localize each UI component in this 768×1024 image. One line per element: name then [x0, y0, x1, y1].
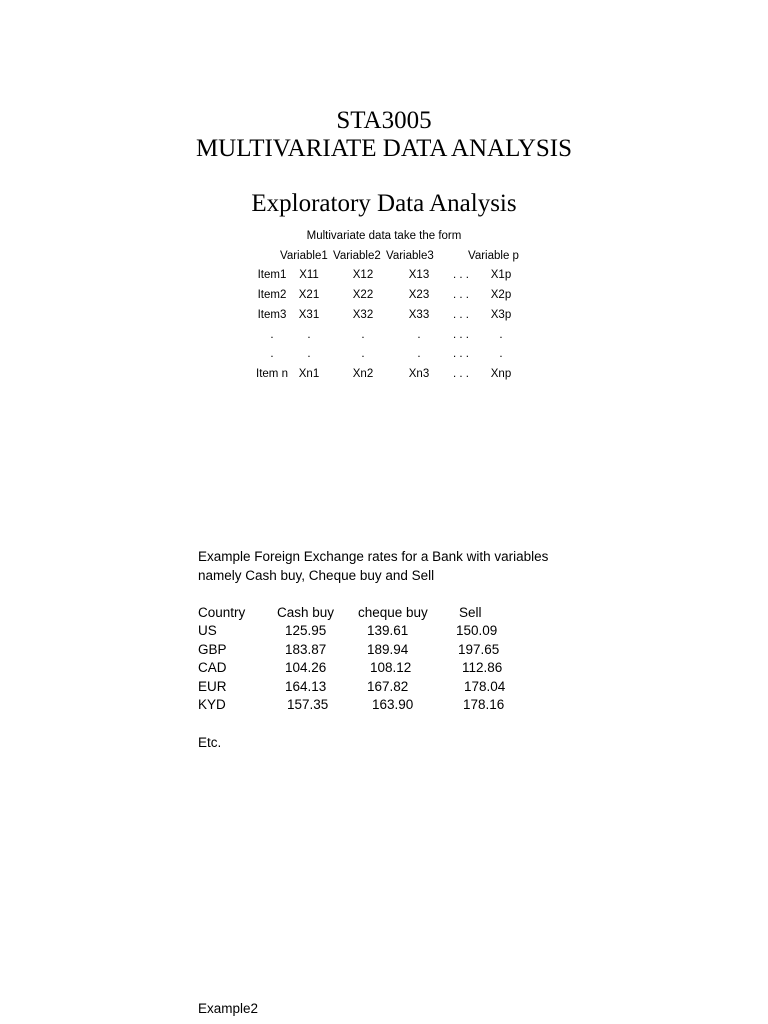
matrix-cell: . . .	[453, 329, 469, 341]
fx-rate-cell: 108.12	[370, 660, 412, 675]
fx-rate-cell: 178.04	[464, 679, 506, 694]
etc-text: Etc.	[198, 735, 222, 750]
fx-country-cell: KYD	[198, 697, 226, 712]
matrix-cell: X12	[352, 269, 374, 281]
course-title: MULTIVARIATE DATA ANALYSIS	[195, 135, 573, 162]
matrix-cell: X21	[298, 289, 320, 301]
matrix-cell: .	[499, 329, 503, 341]
matrix-cell: .	[307, 329, 311, 341]
matrix-cell: X1p	[490, 269, 512, 281]
matrix-header: Variable3	[386, 250, 434, 262]
fx-rate-cell: 139.61	[367, 623, 409, 638]
example2-label: Example2	[198, 1001, 259, 1016]
matrix-cell: .	[417, 348, 421, 360]
matrix-cell: . . .	[453, 309, 469, 321]
matrix-cell: X33	[408, 309, 430, 321]
matrix-row-label: .	[270, 348, 274, 360]
matrix-cell: X23	[408, 289, 430, 301]
fx-rate-cell: 150.09	[456, 623, 498, 638]
fx-country-cell: CAD	[198, 660, 227, 675]
matrix-row-label: Item1	[257, 269, 287, 281]
fx-rate-cell: 178.16	[463, 697, 505, 712]
fx-header-cheque-buy: cheque buy	[358, 605, 428, 620]
fx-rate-cell: 112.86	[462, 660, 503, 675]
matrix-cell: .	[417, 329, 421, 341]
matrix-cell: . . .	[453, 348, 469, 360]
matrix-cell: X22	[352, 289, 374, 301]
example1-intro-line2: namely Cash buy, Cheque buy and Sell	[198, 568, 435, 583]
fx-rate-cell: 183.87	[285, 642, 327, 657]
matrix-cell: X31	[298, 309, 320, 321]
matrix-header: Variable1	[280, 250, 328, 262]
matrix-cell: .	[361, 329, 365, 341]
matrix-row-label: Item3	[257, 309, 287, 321]
matrix-cell: .	[307, 348, 311, 360]
matrix-cell: X3p	[490, 309, 512, 321]
fx-rate-cell: 167.82	[367, 679, 409, 694]
matrix-cell: X32	[352, 309, 374, 321]
fx-header-cash-buy: Cash buy	[277, 605, 335, 620]
fx-rate-cell: 189.94	[367, 642, 409, 657]
matrix-cell: Xn1	[298, 368, 320, 380]
matrix-cell: X2p	[490, 289, 512, 301]
matrix-cell: . . .	[453, 269, 469, 281]
matrix-row-label: .	[270, 329, 274, 341]
fx-rate-cell: 104.26	[285, 660, 327, 675]
section-title: Exploratory Data Analysis	[251, 190, 517, 217]
fx-rate-cell: 157.35	[287, 697, 329, 712]
fx-rate-cell: 125.95	[285, 623, 327, 638]
fx-country-cell: GBP	[198, 642, 227, 657]
matrix-cell: .	[499, 348, 503, 360]
matrix-intro: Multivariate data take the form	[306, 230, 462, 242]
fx-rate-cell: 197.65	[458, 642, 500, 657]
matrix-cell: Xnp	[490, 368, 512, 380]
matrix-cell: Xn3	[408, 368, 430, 380]
example1-intro-line1: Example Foreign Exchange rates for a Bank with variables	[198, 549, 549, 564]
matrix-header: Variable2	[333, 250, 381, 262]
matrix-cell: . . .	[453, 368, 469, 380]
fx-header-sell: Sell	[459, 605, 482, 620]
matrix-cell: X13	[408, 269, 430, 281]
fx-header-country: Country	[198, 605, 246, 620]
matrix-row-label: Item2	[257, 289, 287, 301]
matrix-header: Variable p	[468, 250, 519, 262]
fx-country-cell: EUR	[198, 679, 227, 694]
fx-rate-cell: 163.90	[372, 697, 414, 712]
fx-rate-cell: 164.13	[285, 679, 327, 694]
matrix-cell: . . .	[453, 289, 469, 301]
fx-country-cell: US	[198, 623, 217, 638]
matrix-cell: X11	[299, 269, 319, 281]
matrix-cell: Xn2	[352, 368, 374, 380]
matrix-cell: .	[361, 348, 365, 360]
course-code: STA3005	[336, 107, 432, 134]
matrix-row-label: Item n	[256, 368, 288, 380]
